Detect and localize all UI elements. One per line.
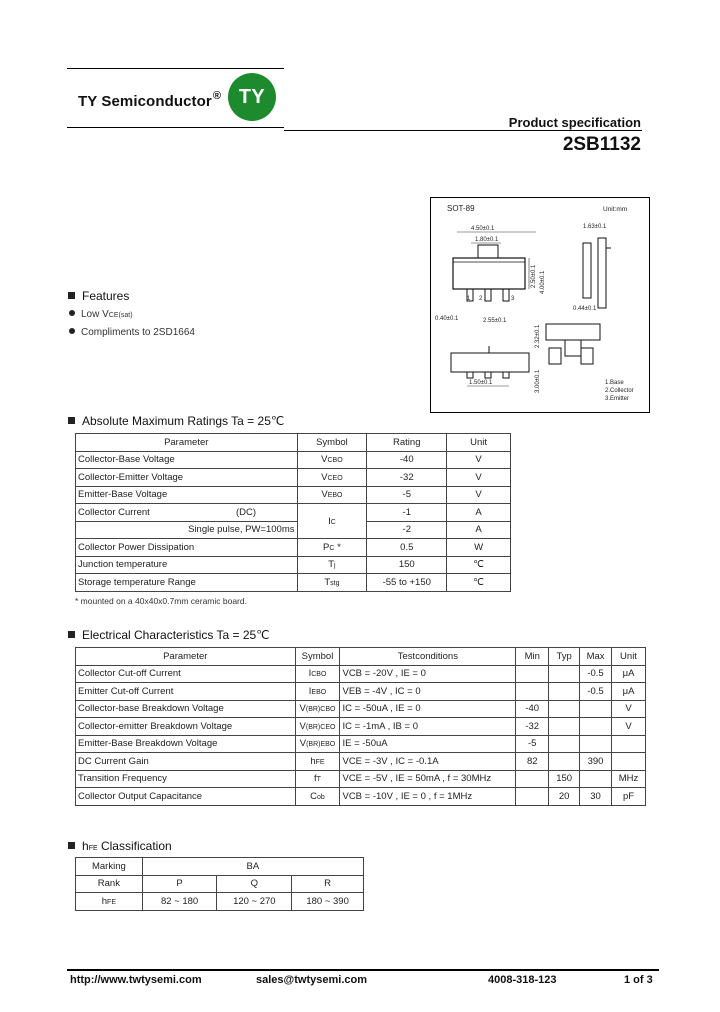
- symbol-cell: PC *: [297, 539, 367, 557]
- unit-cell: ℃: [447, 556, 511, 574]
- table-row: [76, 504, 511, 522]
- part-number: 2SB1132: [562, 134, 641, 155]
- rank-cell: P: [142, 875, 217, 893]
- condition-cell: IE = -50uA: [340, 735, 516, 753]
- dim-label: 1.50±0.1: [469, 380, 493, 386]
- param-cell: Collector Current (DC): [76, 504, 298, 522]
- min-cell: [516, 665, 549, 683]
- dim-label: 4.00±0.1: [540, 270, 546, 294]
- dim-label: 3.00±0.1: [535, 369, 541, 393]
- unit-cell: V: [612, 700, 646, 718]
- table-row: [76, 735, 646, 753]
- footer-page: 1 of 3: [624, 974, 653, 986]
- footer-url[interactable]: http://www.twtysemi.com: [70, 974, 202, 986]
- package-drawing: [430, 197, 650, 413]
- unit-cell: μA: [612, 683, 646, 701]
- condition-cell: IC = -50uA , IE = 0: [340, 700, 516, 718]
- unit-cell: A: [447, 521, 511, 539]
- table-header-row: [76, 648, 646, 666]
- unit-cell: pF: [612, 788, 646, 806]
- table-row: [76, 469, 511, 487]
- param-cell: Collector-Base Voltage: [76, 451, 298, 469]
- unit-cell: [612, 753, 646, 771]
- unit-cell: V: [612, 718, 646, 736]
- dim-label: 2.55±0.1: [483, 318, 507, 324]
- typ-cell: [549, 718, 580, 736]
- package-name: SOT-89: [447, 204, 475, 213]
- rating-cell: 150: [367, 556, 447, 574]
- square-bullet-icon: [68, 842, 75, 849]
- symbol-cell: fT: [295, 770, 340, 788]
- rank-cell: R: [292, 875, 364, 893]
- rank-label: Rank: [76, 875, 143, 893]
- param-cell: Single pulse, PW=100ms: [76, 521, 298, 539]
- footer-email[interactable]: sales@twtysemi.com: [256, 974, 367, 986]
- symbol-cell: Tstg: [297, 574, 367, 592]
- dim-label: 4.50±0.1: [471, 226, 495, 232]
- footer-rule: [67, 969, 659, 971]
- min-cell: 82: [516, 753, 549, 771]
- marking-label: Marking: [76, 858, 143, 876]
- condition-cell: VCB = -10V , IE = 0 , f = 1MHz: [340, 788, 516, 806]
- max-cell: 390: [580, 753, 612, 771]
- condition-cell: VCE = -3V , IC = -0.1A: [340, 753, 516, 771]
- square-bullet-icon: [68, 631, 75, 638]
- elec-heading: Electrical Characteristics Ta = 25℃: [68, 628, 270, 642]
- param-cell: Collector Output Capacitance: [76, 788, 296, 806]
- pin-legend: 3.Emitter: [605, 396, 630, 402]
- typ-cell: [549, 753, 580, 771]
- company-name: TY Semiconductor®: [78, 90, 222, 110]
- max-cell: -0.5: [580, 683, 612, 701]
- unit-cell: A: [447, 504, 511, 522]
- table-header-row: [76, 434, 511, 452]
- table-row: [76, 770, 646, 788]
- dim-label: 2.32±0.1: [535, 324, 541, 348]
- abs-max-heading: Absolute Maximum Ratings Ta = 25℃: [68, 414, 284, 428]
- min-cell: [516, 788, 549, 806]
- table-row: [76, 451, 511, 469]
- hfe-range-cell: 120 ~ 270: [217, 893, 292, 911]
- symbol-cell: IEBO: [295, 683, 340, 701]
- hfe-range-cell: 82 ~ 180: [142, 893, 217, 911]
- param-cell: Collector-Emitter Voltage: [76, 469, 298, 487]
- param-cell: Junction temperature: [76, 556, 298, 574]
- typ-cell: [549, 735, 580, 753]
- symbol-cell: V(BR)EBO: [295, 735, 340, 753]
- header-rule-short: [67, 127, 284, 128]
- min-cell: -5: [516, 735, 549, 753]
- elec-table: [75, 647, 646, 806]
- symbol-cell: ICBO: [295, 665, 340, 683]
- product-spec-label: Product specification: [508, 115, 641, 130]
- param-cell: DC Current Gain: [76, 753, 296, 771]
- dim-label: 1.80±0.1: [475, 237, 499, 243]
- pin-legend: 1.Base: [605, 380, 624, 386]
- param-cell: Transition Frequency: [76, 770, 296, 788]
- symbol-cell: VEBO: [297, 486, 367, 504]
- dim-label: 2.50±0.1: [531, 264, 537, 288]
- rating-cell: -2: [367, 521, 447, 539]
- symbol-cell: VCEO: [297, 469, 367, 487]
- feature-item: Low VCE(sat): [69, 309, 133, 320]
- rating-cell: -1: [367, 504, 447, 522]
- marking-value: BA: [142, 858, 363, 876]
- symbol-cell: VCBO: [297, 451, 367, 469]
- symbol-cell: V(BR)CBO: [295, 700, 340, 718]
- rating-cell: 0.5: [367, 539, 447, 557]
- unit-cell: W: [447, 539, 511, 557]
- square-bullet-icon: [68, 292, 75, 299]
- condition-cell: VEB = -4V , IC = 0: [340, 683, 516, 701]
- column-header: Rating: [367, 434, 447, 452]
- rating-cell: -55 to +150: [367, 574, 447, 592]
- column-header: Symbol: [297, 434, 367, 452]
- unit-cell: μA: [612, 665, 646, 683]
- table-row: [76, 556, 511, 574]
- symbol-cell: V(BR)CEO: [295, 718, 340, 736]
- column-header: Parameter: [76, 648, 296, 666]
- package-unit: Unit:mm: [603, 206, 628, 213]
- symbol-cell: Cob: [295, 788, 340, 806]
- condition-cell: IC = -1mA , IB = 0: [340, 718, 516, 736]
- features-heading: Features: [68, 289, 129, 303]
- pin-label: 2: [479, 296, 483, 302]
- max-cell: -0.5: [580, 665, 612, 683]
- condition-cell: VCB = -20V , IE = 0: [340, 665, 516, 683]
- unit-cell: V: [447, 451, 511, 469]
- typ-cell: [549, 665, 580, 683]
- param-cell: Emitter Cut-off Current: [76, 683, 296, 701]
- rank-cell: Q: [217, 875, 292, 893]
- param-cell: Storage temperature Range: [76, 574, 298, 592]
- param-cell: Collector Power Dissipation: [76, 539, 298, 557]
- typ-cell: [549, 700, 580, 718]
- hfe-label: hFE: [76, 893, 143, 911]
- param-cell: Emitter-Base Breakdown Voltage: [76, 735, 296, 753]
- symbol-cell: Tj: [297, 556, 367, 574]
- max-cell: [580, 700, 612, 718]
- table-row: [76, 486, 511, 504]
- table-row: [76, 574, 511, 592]
- typ-cell: 150: [549, 770, 580, 788]
- unit-cell: V: [447, 469, 511, 487]
- column-header: Max: [580, 648, 612, 666]
- typ-cell: [549, 683, 580, 701]
- symbol-cell: hFE: [295, 753, 340, 771]
- hfe-range-cell: 180 ~ 390: [292, 893, 364, 911]
- max-cell: [580, 718, 612, 736]
- rating-cell: -40: [367, 451, 447, 469]
- param-cell: Collector-emitter Breakdown Voltage: [76, 718, 296, 736]
- column-header: Unit: [447, 434, 511, 452]
- table-row: [76, 875, 364, 893]
- company-logo: TY: [228, 73, 276, 121]
- unit-cell: MHz: [612, 770, 646, 788]
- typ-cell: 20: [549, 788, 580, 806]
- symbol-cell: IC: [297, 504, 367, 539]
- min-cell: [516, 683, 549, 701]
- column-header: Symbol: [295, 648, 340, 666]
- rating-cell: -5: [367, 486, 447, 504]
- dim-label: 0.40±0.1: [435, 316, 459, 322]
- abs-max-table: [75, 433, 511, 592]
- table-row: [76, 788, 646, 806]
- min-cell: -32: [516, 718, 549, 736]
- abs-max-footnote: * mounted on a 40x40x0.7mm ceramic board.: [75, 596, 247, 606]
- footer-phone: 4008-318-123: [488, 974, 557, 986]
- dim-label: 0.44±0.1: [573, 306, 597, 312]
- table-row: [76, 718, 646, 736]
- param-cell: Emitter-Base Voltage: [76, 486, 298, 504]
- condition-cell: VCE = -5V , IE = 50mA , f = 30MHz: [340, 770, 516, 788]
- hfe-heading: hFE Classification: [68, 839, 172, 853]
- unit-cell: ℃: [447, 574, 511, 592]
- round-bullet-icon: [69, 328, 75, 334]
- column-header: Min: [516, 648, 549, 666]
- table-row: [76, 893, 364, 911]
- header-top-rule: [67, 68, 284, 69]
- rating-cell: -32: [367, 469, 447, 487]
- dim-label: 1.63±0.1: [583, 224, 607, 230]
- pin-label: 1: [467, 296, 471, 302]
- unit-cell: V: [447, 486, 511, 504]
- param-cell: Collector-base Breakdown Voltage: [76, 700, 296, 718]
- min-cell: -40: [516, 700, 549, 718]
- column-header: Parameter: [76, 434, 298, 452]
- column-header: Typ: [549, 648, 580, 666]
- pin-legend: 2.Collector: [605, 388, 634, 394]
- table-row: [76, 521, 511, 539]
- table-row: [76, 858, 364, 876]
- param-cell: Collector Cut-off Current: [76, 665, 296, 683]
- table-row: [76, 683, 646, 701]
- column-header: Testconditions: [340, 648, 516, 666]
- column-header: Unit: [612, 648, 646, 666]
- table-row: [76, 665, 646, 683]
- table-row: [76, 700, 646, 718]
- round-bullet-icon: [69, 310, 75, 316]
- max-cell: 30: [580, 788, 612, 806]
- max-cell: [580, 770, 612, 788]
- table-row: [76, 539, 511, 557]
- feature-item: Compliments to 2SD1664: [69, 327, 195, 338]
- pin-label: 3: [511, 296, 515, 302]
- hfe-table: [75, 857, 364, 911]
- square-bullet-icon: [68, 417, 75, 424]
- table-row: [76, 753, 646, 771]
- min-cell: [516, 770, 549, 788]
- max-cell: [580, 735, 612, 753]
- header-rule-long: [284, 130, 642, 131]
- unit-cell: [612, 735, 646, 753]
